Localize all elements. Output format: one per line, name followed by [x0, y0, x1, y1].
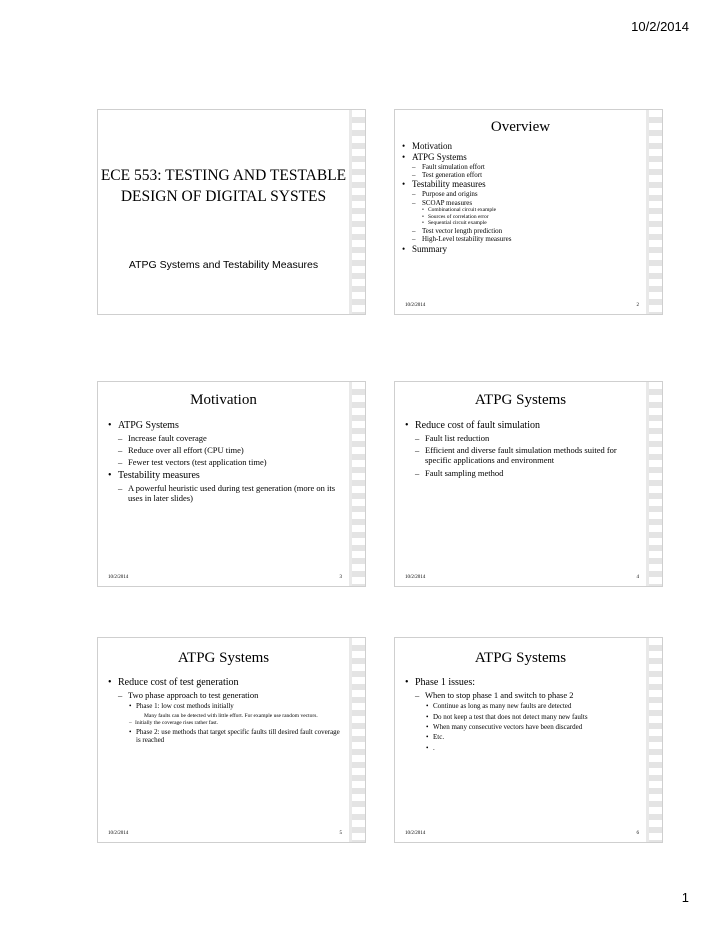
slide-title: ATPG Systems	[177, 650, 270, 666]
slide-edge-decoration	[349, 110, 365, 314]
slide-edge-decoration	[349, 382, 365, 586]
bullet-item: • Phase 2: use methods that target specific faults till desired fault coverage is reached	[106, 728, 345, 745]
bullet-item: – Fault simulation effort	[400, 163, 644, 171]
slide-title: ECE 553: TESTING AND TESTABLE DESIGN OF DIGITAL SYSTES	[100, 167, 347, 205]
bullet-item: • .	[403, 744, 642, 752]
page-date: 10/2/2014	[631, 19, 689, 34]
slide-edge-decoration	[349, 638, 365, 842]
slide-subtitle: ATPG Systems and Testability Measures	[128, 259, 319, 271]
slide-6	[394, 637, 663, 843]
slide-edge-decoration	[646, 382, 662, 586]
bullet-item: – When to stop phase 1 and switch to phase 2	[403, 690, 642, 700]
slide-1	[97, 109, 366, 315]
slide-title: Motivation	[190, 392, 257, 408]
bullet-list	[106, 677, 345, 747]
bullet-list	[106, 420, 345, 505]
bullet-item: – Test generation effort	[400, 171, 644, 179]
bullet-item: Many faults can be detected with little effort. For example use random vectors.	[144, 712, 318, 719]
bullet-list	[403, 420, 642, 480]
bullet-item: • When many consecutive vectors have been discarded	[403, 723, 642, 731]
bullet-item: • Testability measures	[106, 470, 345, 482]
bullet-item: • Testability measures	[400, 179, 644, 190]
slide-footer-date: 10/2/2014	[108, 575, 129, 580]
slide-footer-number: 4	[636, 575, 639, 580]
bullet-item: – Increase fault coverage	[106, 433, 345, 443]
bullet-item: • Sequential circuit example	[400, 220, 644, 227]
slide-footer-date: 10/2/2014	[108, 831, 129, 836]
bullet-item: • ATPG Systems	[106, 420, 345, 432]
slide-footer-number: 6	[636, 831, 639, 836]
bullet-item: • Reduce cost of test generation	[106, 677, 345, 689]
bullet-item: – Two phase approach to test generation	[106, 690, 345, 700]
bullet-item: – Test vector length prediction	[400, 227, 644, 235]
slide-4	[394, 381, 663, 587]
bullet-item: • Sources of correlation error	[400, 214, 644, 221]
bullet-item: • Continue as long as many new faults are detected	[403, 702, 642, 710]
slide-footer-number: 5	[339, 831, 342, 836]
slide-footer-date: 10/2/2014	[405, 303, 426, 308]
slide-5	[97, 637, 366, 843]
bullet-list	[403, 677, 642, 754]
bullet-list	[400, 141, 644, 254]
slide-title: ATPG Systems	[474, 392, 567, 408]
bullet-item: – Fault sampling method	[403, 468, 642, 478]
slide-edge-decoration	[646, 638, 662, 842]
bullet-item: • Reduce cost of fault simulation	[403, 420, 642, 432]
slide-title: Overview	[490, 119, 551, 135]
slide-3	[97, 381, 366, 587]
slide-footer-date: 10/2/2014	[405, 831, 426, 836]
bullet-item: – Fault list reduction	[403, 433, 642, 443]
bullet-item: – Purpose and origins	[400, 190, 644, 198]
slide-edge-decoration	[646, 110, 662, 314]
bullet-item: • Summary	[400, 244, 644, 255]
slide-footer-number: 2	[636, 303, 639, 308]
bullet-item: – Efficient and diverse fault simulation methods suited for specific applications and environment	[403, 445, 642, 465]
bullet-item: – SCOAP measures	[400, 199, 644, 207]
slide-footer-number: 3	[339, 575, 342, 580]
bullet-item: – High-Level testability measures	[400, 235, 644, 243]
bullet-item: • Do not keep a test that does not detect many new faults	[403, 713, 642, 721]
bullet-item: – Initially the coverage rises rather fast.	[106, 720, 345, 727]
bullet-item: • Etc.	[403, 733, 642, 741]
bullet-item: – Reduce over all effort (CPU time)	[106, 445, 345, 455]
bullet-item: • Motivation	[400, 141, 644, 152]
bullet-item: • Phase 1 issues:	[403, 677, 642, 689]
bullet-item: • ATPG Systems	[400, 152, 644, 163]
slide-footer-date: 10/2/2014	[405, 575, 426, 580]
slide-2	[394, 109, 663, 315]
bullet-item: • Combinational circuit example	[400, 207, 644, 214]
bullet-item: • Phase 1: low cost methods initially	[106, 702, 345, 710]
bullet-item: – A powerful heuristic used during test generation (more on its uses in later slides)	[106, 483, 345, 503]
slide-title: ATPG Systems	[474, 650, 567, 666]
bullet-item: – Fewer test vectors (test application time)	[106, 457, 345, 467]
page-number: 1	[681, 890, 689, 905]
